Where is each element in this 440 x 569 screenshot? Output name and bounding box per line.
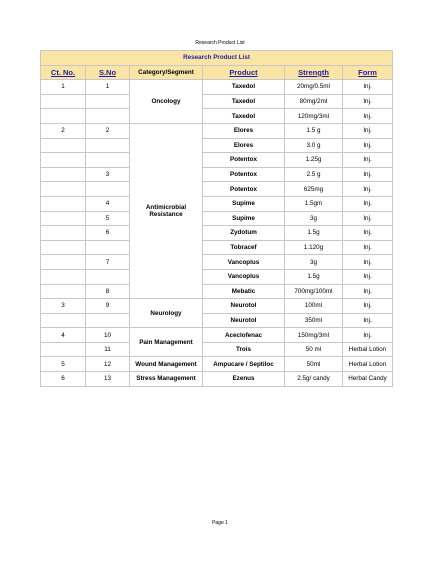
col-header-product: Product — [203, 65, 285, 80]
product-table — [40, 50, 393, 387]
table-row — [41, 123, 393, 138]
s-no-cell: 8 — [86, 284, 130, 299]
form-cell: Herbal Lotion — [343, 357, 393, 372]
ct-no-cell — [41, 196, 86, 211]
s-no-cell: 13 — [86, 372, 130, 387]
product-cell: Vancoplus — [203, 255, 285, 270]
form-cell: Inj. — [343, 269, 393, 284]
strength-cell: 1.5 g — [285, 123, 343, 138]
product-cell: Supime — [203, 211, 285, 226]
ct-no-cell: 1 — [41, 80, 86, 95]
form-cell: Inj. — [343, 167, 393, 182]
product-cell: Potentox — [203, 153, 285, 168]
form-cell: Inj. — [343, 211, 393, 226]
s-no-cell — [86, 109, 130, 124]
strength-cell: 2.5 g — [285, 167, 343, 182]
product-cell: Supime — [203, 196, 285, 211]
product-cell: Taxedol — [203, 94, 285, 109]
category-pain-management: Pain Management — [130, 328, 203, 357]
form-cell: Inj. — [343, 94, 393, 109]
s-no-cell: 9 — [86, 299, 130, 314]
s-no-cell — [86, 313, 130, 328]
form-cell: Inj. — [343, 138, 393, 153]
s-no-cell: 5 — [86, 211, 130, 226]
table-row — [41, 196, 393, 211]
product-cell: Tobracef — [203, 240, 285, 255]
table-row — [41, 328, 393, 343]
s-no-cell — [86, 94, 130, 109]
form-cell: Inj. — [343, 109, 393, 124]
table-row — [41, 80, 393, 95]
product-cell: Trois — [203, 342, 285, 357]
col-header-ct-no: Ct. No. — [41, 65, 86, 80]
category-neurology: Neurology — [130, 299, 203, 328]
s-no-cell: 4 — [86, 196, 130, 211]
category-stress-management: Stress Management — [130, 372, 203, 387]
table-row — [41, 372, 393, 387]
s-no-cell — [86, 269, 130, 284]
table-row — [41, 342, 393, 357]
page-number: Page 1 — [212, 520, 228, 526]
strength-cell: 120mg/3ml — [285, 109, 343, 124]
strength-cell: 1.25g — [285, 153, 343, 168]
table-row — [41, 153, 393, 168]
strength-cell: 1.5gm — [285, 196, 343, 211]
ct-no-cell — [41, 284, 86, 299]
ct-no-cell — [41, 182, 86, 197]
s-no-cell: 12 — [86, 357, 130, 372]
strength-cell: 1.5g — [285, 269, 343, 284]
product-cell: Potentox — [203, 182, 285, 197]
product-cell: Taxedol — [203, 80, 285, 95]
category-antimicrobial-resistance: Antimicrobial Resistance — [130, 123, 203, 298]
table-row — [41, 284, 393, 299]
ct-no-cell — [41, 313, 86, 328]
s-no-cell: 11 — [86, 342, 130, 357]
ct-no-cell: 6 — [41, 372, 86, 387]
strength-cell: 700mg/100ml — [285, 284, 343, 299]
s-no-cell: 1 — [86, 80, 130, 95]
strength-cell: 1.120g — [285, 240, 343, 255]
strength-cell: 2.5g/ candy — [285, 372, 343, 387]
table-row — [41, 138, 393, 153]
form-cell: Inj. — [343, 313, 393, 328]
col-header-s-no: S.No — [86, 65, 130, 80]
product-cell: Elores — [203, 123, 285, 138]
ct-no-cell — [41, 269, 86, 284]
product-cell: Neurotol — [203, 313, 285, 328]
strength-cell: 350ml — [285, 313, 343, 328]
product-cell: Ampucare / Septiloc — [203, 357, 285, 372]
product-cell: Ezenus — [203, 372, 285, 387]
s-no-cell — [86, 153, 130, 168]
ct-no-cell — [41, 94, 86, 109]
ct-no-cell — [41, 211, 86, 226]
table-row — [41, 167, 393, 182]
product-cell: Neurotol — [203, 299, 285, 314]
table-row — [41, 299, 393, 314]
form-cell: Inj. — [343, 328, 393, 343]
col-header-form: Form — [343, 65, 393, 80]
strength-cell: 80mg/2ml — [285, 94, 343, 109]
product-cell: Taxedol — [203, 109, 285, 124]
table-title: Research Product List — [41, 51, 393, 66]
table-row — [41, 255, 393, 270]
ct-no-cell: 3 — [41, 299, 86, 314]
strength-cell: 625mg — [285, 182, 343, 197]
col-header-category: Category/Segment — [130, 65, 203, 80]
ct-no-cell — [41, 240, 86, 255]
table-row — [41, 357, 393, 372]
ct-no-cell — [41, 167, 86, 182]
form-cell: Herbal Candy — [343, 372, 393, 387]
s-no-cell — [86, 182, 130, 197]
s-no-cell — [86, 240, 130, 255]
table-row — [41, 269, 393, 284]
s-no-cell: 6 — [86, 226, 130, 241]
s-no-cell: 10 — [86, 328, 130, 343]
product-cell: Potentox — [203, 167, 285, 182]
ct-no-cell — [41, 342, 86, 357]
form-cell: Inj. — [343, 123, 393, 138]
form-cell: Inj. — [343, 240, 393, 255]
form-cell: Inj. — [343, 182, 393, 197]
strength-cell: 3.0 g — [285, 138, 343, 153]
s-no-cell — [86, 138, 130, 153]
product-cell: Vancoplus — [203, 269, 285, 284]
ct-no-cell: 2 — [41, 123, 86, 138]
form-cell: Inj. — [343, 299, 393, 314]
ct-no-cell: 4 — [41, 328, 86, 343]
ct-no-cell — [41, 255, 86, 270]
strength-cell: 20mg/0.5ml — [285, 80, 343, 95]
ct-no-cell — [41, 226, 86, 241]
table-row — [41, 109, 393, 124]
strength-cell: 3g — [285, 211, 343, 226]
s-no-cell: 2 — [86, 123, 130, 138]
form-cell: Inj. — [343, 80, 393, 95]
ct-no-cell — [41, 138, 86, 153]
ct-no-cell: 5 — [41, 357, 86, 372]
ct-no-cell — [41, 153, 86, 168]
product-cell: Aceclofenac — [203, 328, 285, 343]
form-cell: Inj. — [343, 255, 393, 270]
s-no-cell: 3 — [86, 167, 130, 182]
s-no-cell: 7 — [86, 255, 130, 270]
form-cell: Inj. — [343, 284, 393, 299]
ct-no-cell — [41, 109, 86, 124]
strength-cell: 3g — [285, 255, 343, 270]
product-cell: Zydotum — [203, 226, 285, 241]
strength-cell: 100ml — [285, 299, 343, 314]
col-header-strength: Strength — [285, 65, 343, 80]
category-wound-management: Wound Management — [130, 357, 203, 372]
table-row — [41, 226, 393, 241]
form-cell: Inj. — [343, 153, 393, 168]
document-header: Research Product List — [195, 40, 245, 46]
form-cell: Herbal Lotion — [343, 342, 393, 357]
table-row — [41, 211, 393, 226]
category-oncology: Oncology — [130, 80, 203, 124]
product-cell: Elores — [203, 138, 285, 153]
strength-cell: 50 ml — [285, 342, 343, 357]
table-row — [41, 182, 393, 197]
table-row — [41, 240, 393, 255]
strength-cell: 150mg/3ml — [285, 328, 343, 343]
form-cell: Inj. — [343, 196, 393, 211]
strength-cell: 1.5g — [285, 226, 343, 241]
table-row — [41, 313, 393, 328]
table-row — [41, 94, 393, 109]
form-cell: Inj. — [343, 226, 393, 241]
product-cell: Mebatic — [203, 284, 285, 299]
strength-cell: 50ml — [285, 357, 343, 372]
